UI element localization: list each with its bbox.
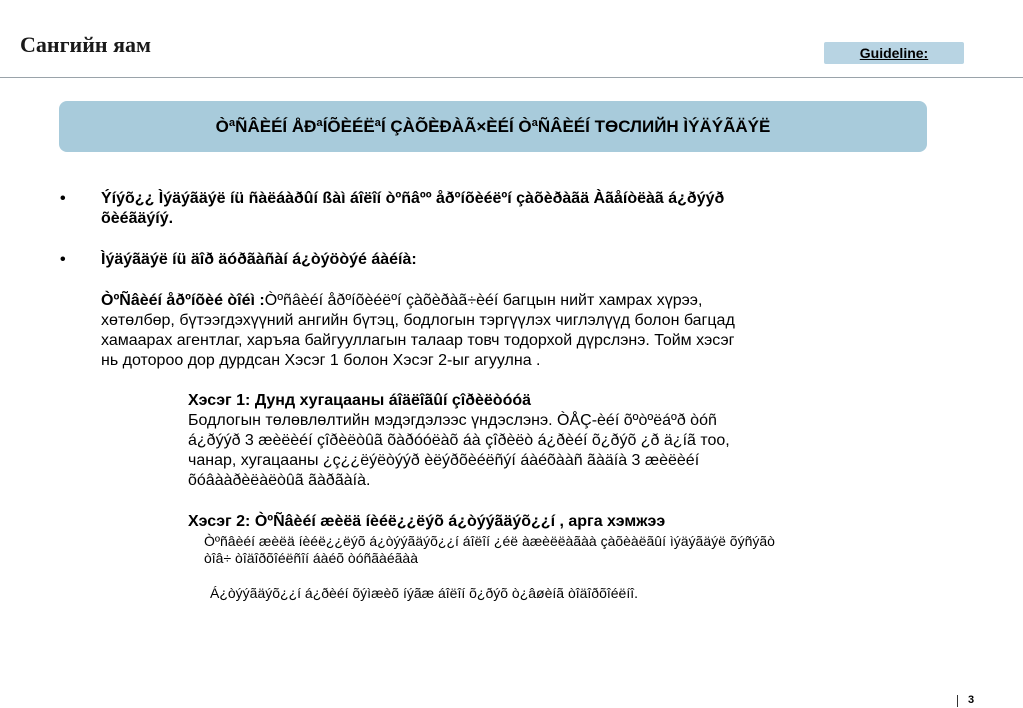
guideline-label[interactable]: Guideline:	[824, 42, 964, 64]
section2-line: Òºñâèéí æèëä íèéë¿¿ëýõ á¿òýýãäýõ¿¿í áîëîí ¿éë àæèëëàãàà çàõèàëãûí ìýäýãäýë õýñýãò	[204, 533, 775, 549]
intro-line: Òºñâèéí åðºíõèéëºí çàõèðàã÷èéí багцын нийт хамрах хүрээ,	[264, 292, 703, 309]
bullet-marker: •	[60, 251, 66, 268]
intro-lead: ÒºÑâèéí åðºíõèé òîéì :	[101, 292, 265, 309]
section-banner	[59, 101, 927, 152]
section1-line: Бодлогын төлөвлөлтийн мэдэгдэлээс үндэслэнэ. ÒÅÇ-èéí õºòºëáºð òóñ	[188, 412, 717, 429]
bullet-marker: •	[60, 190, 66, 207]
section1-line: чанар, хугацааны ¿ç¿¿ëýëòýýð èëýðõèéëñýí áàéõààñ ãàäíà 3 æèëèéí	[188, 452, 700, 469]
intro-line: нь дотороо дор дурдсан Хэсэг 1 болон Хэсэг 2-ыг агуулна .	[101, 352, 541, 369]
page-number: 3	[968, 694, 975, 706]
header-divider	[0, 77, 1023, 78]
intro-line: хөтөлбөр, бүтээгдэхүүний ангийн бүтэц, бодлогын тэргүүлэх чиглэлүүд болон багцад	[101, 312, 735, 329]
org-title: Сангийн яам	[20, 32, 151, 57]
bullet-text-line: Ýíýõ¿¿ Ìýäýãäýë íü ñàëáàðûí ßàì áîëîí òºñâºº åðºíõèéëºí çàõèðàãä Àãåíòëàã á¿ðýýð	[101, 190, 725, 207]
section2-extra: Á¿òýýãäýõ¿¿í á¿ðèéí õýìæèõ íýãæ áîëîí õ¿ðýõ ò¿âøèíã òîäîðõîéëíî.	[210, 585, 639, 601]
section1-line: á¿ðýýð 3 æèëèéí çîðèëòûã õàðóóëàõ áà çîðèëò á¿ðèéí õ¿ðýõ ¿ð ä¿íã тоо,	[188, 432, 730, 449]
footer-divider	[957, 695, 958, 707]
section2-title: Хэсэг 2: ÒºÑâèéí æèëä íèéë¿¿ëýõ á¿òýýãäýõ¿¿í , арга хэмжээ	[188, 513, 666, 530]
intro-line: хамаарах агентлаг, харъяа байгууллагын талаар товч тодорхой дүрслэнэ. Тойм хэсэг	[101, 332, 735, 349]
bullet-text-line: õèéãäýíý.	[101, 210, 174, 227]
banner-title: ÒªÑÂÈÉÍ ÅÐªÍÕÈÉËªÍ ÇÀÕÈÐÀÃ×ÈÉÍ ÒªÑÂÈÉÍ ТӨСЛИЙН ÌÝÄÝÃÄÝË	[215, 116, 771, 136]
section1-title: Хэсэг 1: Дунд хугацааны áîäëîãûí çîðèëòóóä	[188, 392, 532, 409]
intro-first-line	[101, 291, 702, 311]
section1-line: õóâààðèëàëòûã ãàðãàíà.	[188, 472, 371, 489]
bullet-text-line: Ìýäýãäýë íü äîð äóðãàñàí á¿òýöòýé áàéíà:	[101, 251, 417, 268]
section2-line: òîâ÷ òîäîðõîéëñîí áàéõ òóñãàéãàà	[204, 550, 418, 566]
